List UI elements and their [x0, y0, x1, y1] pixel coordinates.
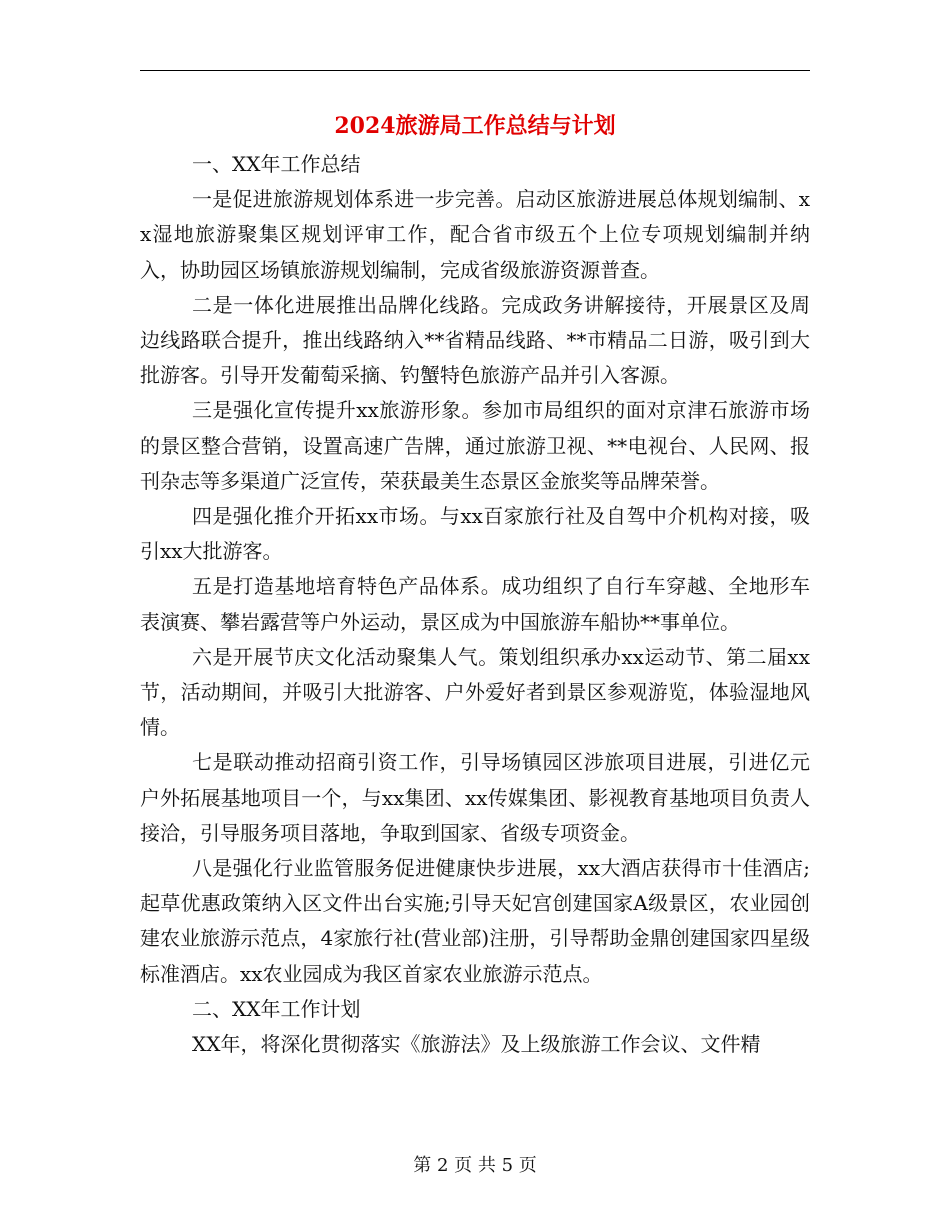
section-heading-summary: 一、XX年工作总结 [192, 152, 361, 176]
paragraph: 六是开展节庆文化活动聚集人气。策划组织承办xx运动节、第二届xx节，活动期间，并吸引大批游客、户外爱好者到景区参观游览，体验湿地风情。 [140, 644, 810, 740]
section-heading-plan: 二、XX年工作计划 [192, 996, 361, 1021]
paragraph: XX年，将深化贯彻落实《旅游法》及上级旅游工作会议、文件精 [192, 1032, 761, 1057]
paragraph: 二是一体化进展推出品牌化线路。完成政务讲解接待，开展景区及周边线路联合提升，推出线路纳入**省精品线路、**市精品二日游，吸引到大批游客。引导开发葡萄采摘、钓蟹特色旅游产品并引入客源。 [140, 292, 810, 388]
paragraph: 三是强化宣传提升xx旅游形象。参加市局组织的面对京津石旅游市场的景区整合营销，设置高速广告牌，通过旅游卫视、**电视台、人民网、报刊杂志等多渠道广泛宣传，荣获最美生态景区金旅奖等品牌荣誉。 [140, 398, 810, 493]
paragraph: 八是强化行业监管服务促进健康快步进展，xx大酒店获得市十佳酒店;起草优惠政策纳入区文件出台实施;引导天妃宫创建国家A级景区，农业园创建农业旅游示范点，4家旅行社(营业部)注册，引导帮助金鼎创建国家四星级标准酒店。xx农业园成为我区首家农业旅游示范点。 [140, 856, 810, 986]
paragraph: 一是促进旅游规划体系进一步完善。启动区旅游进展总体规划编制、xx湿地旅游聚集区规划评审工作，配合省市级五个上位专项规划编制并纳入，协助园区场镇旅游规划编制，完成省级旅游资源普查。 [140, 187, 810, 282]
paragraph: 五是打造基地培育特色产品体系。成功组织了自行车穿越、全地形车表演赛、攀岩露营等户外运动，景区成为中国旅游车船协**事单位。 [140, 574, 810, 634]
paragraph: 七是联动推动招商引资工作，引导场镇园区涉旅项目进展，引进亿元户外拓展基地项目一个，与xx集团、xx传媒集团、影视教育基地项目负责人接洽，引导服务项目落地，争取到国家、省级专项资金。 [140, 750, 810, 845]
page-number: 第 2 页 共 5 页 [413, 1155, 537, 1176]
document-body [140, 147, 810, 1062]
document-title: 2024旅游局工作总结与计划 [334, 113, 616, 139]
paragraph: 四是强化推介开拓xx市场。与xx百家旅行社及自驾中介机构对接，吸引xx大批游客。 [140, 504, 810, 564]
header-rule [140, 70, 810, 71]
